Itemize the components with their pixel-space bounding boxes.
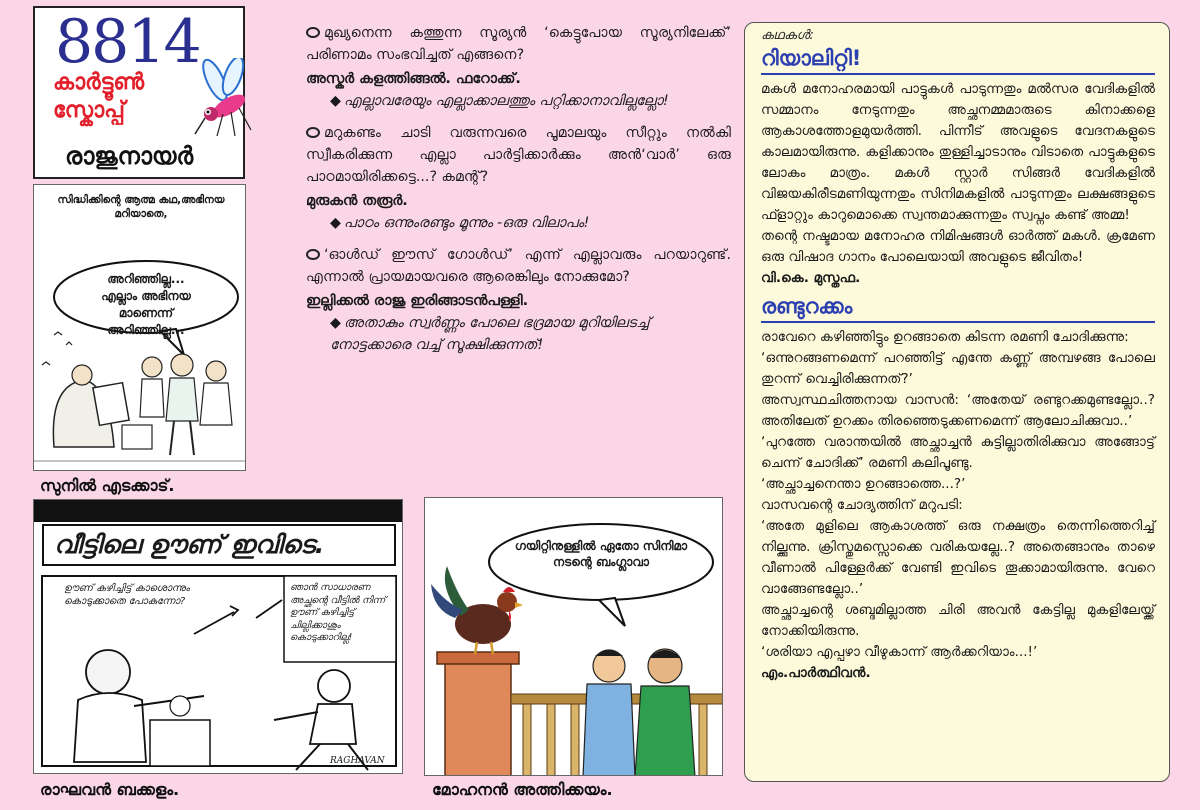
qa-answer [306, 212, 731, 234]
qa-answer-text: അതാകും സ്വർണ്ണം പോലെ ഭദ്രമായ മുറിയിലടച്ച് നോട്ടക്കാരെ വച്ച് സൂക്ഷിക്കുന്നത്! [330, 315, 650, 353]
qa-question [306, 122, 731, 188]
stories-kicker: കഥകൾ: [761, 28, 814, 43]
story-2-paragraph: രാവേറെ കഴിഞ്ഞിട്ടും ഉറങ്ങാതെ കിടന്ന രമണി ചോദിക്കുന്നു: [761, 329, 1129, 345]
story-2-paragraph: ‘അച്ഛാച്ചനെന്താ ഉറങ്ങാത്തെ...?’ [761, 476, 966, 492]
story-2-paragraph: ‘പുറത്തേ വരാന്തയിൽ അച്ഛാച്ചൻ കുട്ടില്ലാതിരിക്കുവാ അങ്ങോട്ട് ചെന്ന് ചോദിക്ക്’ രമണി കലിപൂണ്ടു. [761, 434, 1155, 471]
story-2-byline: എം.പാർത്ഥിവൻ. [761, 665, 871, 681]
column-title-line1: കാർട്ടൂൺ [53, 70, 145, 95]
story-2-title: രണ്ടുറക്കം [761, 294, 853, 318]
qa-answer-text: എല്ലാവരേയും എല്ലാക്കാലത്തും പറ്റിക്കാനാവില്ലല്ലോ! [343, 93, 669, 109]
masthead [33, 6, 245, 179]
cartoon-2-owner-speech: ഊണ് കഴിച്ചിട്ട് കാശൊന്നും കൊടുക്കാതെ പോകുന്നോ? [64, 583, 190, 607]
cartoon-3-speech: ഗയിറ്റിനുള്ളിൽ ഏതോ സിനിമാ നടന്റെ ബംഗ്ലാവാ [514, 539, 688, 569]
story-2-paragraph: ‘അതേ മുളിലെ ആകാശത്ത് ഒരു നക്ഷത്രം തെന്നിത്തെറിച്ച് നില്ക്കുന്നു. ക്രിസ്തുമസ്സൊക്കെ വരികയല്ലേ..? അതെങ്ങാനും താഴെ വീണാൽ പിള്ളേർക്ക് വേണ്ടി ഇവിടെ തൂക്കാമായിരുന്നു. വേറെ വാങ്ങേണ്ടല്ലോ..’ [761, 518, 1155, 597]
qa-item [306, 22, 731, 112]
qa-answer [306, 90, 731, 112]
qa-item [306, 244, 731, 356]
cartoon-1-credit: സുനിൽ എടക്കാട്. [40, 476, 175, 495]
qa-asker: മുരുകൻ തരൂർ. [306, 193, 408, 209]
cartoon-3 [424, 497, 723, 776]
qa-question-text: മുഖ്യനെന്ന കത്തുന്ന സൂര്യൻ ‘കെട്ടുപോയ സൂര്യനിലേക്ക്’ പരിണാമം സംഭവിച്ചത് എങ്ങനെ? [306, 25, 731, 63]
qa-column [306, 22, 731, 366]
cartoon-2-signature: RAGHAVAN [330, 756, 385, 766]
story-2-paragraph: വാസവന്റെ ചോദ്യത്തിന് മറുപടി: [761, 497, 963, 513]
story-1-title: റിയാലിറ്റി! [761, 46, 862, 70]
cartoon-2-credit: രാഘവൻ ബക്കളം. [40, 780, 180, 799]
cartoon-2 [33, 499, 403, 774]
column-author: രാജുനായർ [65, 142, 194, 170]
story-2-paragraph: ‘ശരിയാ എപ്പഴാ വീഴുകാന്ന് ആർക്കറിയാം...!’ [761, 644, 1038, 660]
qa-answer [306, 312, 731, 356]
qa-question [306, 244, 731, 288]
story-1-byline: വി.കെ. മുസ്തഫ. [761, 270, 861, 286]
story-2-paragraph: അസ്വസ്ഥചിത്തനായ വാസൻ: ‘അതേയ് രണ്ടുറക്കമുണ്ടല്ലോ..? അതിലേത് ഉറക്കം തിരഞ്ഞെടുക്കണമെന്ന് ആലോചിക്കുവാ..’ [761, 392, 1155, 429]
story-2-paragraph: ‘ഒന്നുറങ്ങണമെന്ന് പറഞ്ഞിട്ട് എന്തേ കണ്ണ് അമ്പഴങ്ങ പോലെ തുറന്ന് വെച്ചിരിക്കുന്നത്?’ [761, 350, 1155, 387]
column-number: 8814 [55, 7, 200, 77]
circle-bullet-icon [306, 249, 320, 260]
diamond-bullet-icon: ◆ [330, 93, 341, 109]
qa-asker: ഇല്ലിക്കൽ രാജു ഇരിങ്ങാടൻപള്ളി. [306, 293, 529, 309]
qa-question-text: മറുകണ്ടം ചാടി വരുന്നവരെ പൂമാലയും സീറ്റും നൽകി സ്വീകരിക്കുന്ന എല്ലാ പാർട്ടിക്കാർക്കും അൻ‘വാർ’ ഒരു പാഠമായിരിക്കട്ടെ...? കമന്റ്? [306, 125, 731, 185]
diamond-bullet-icon: ◆ [330, 215, 341, 231]
cartoon-2-customer-speech: ഞാൻ സാധാരണ അച്ഛന്റെ വീട്ടിൽ നിന്ന് ഊണ് കഴിച്ചിട്ട് ചില്ലിക്കാശും കൊടുക്കാറില്ല! [290, 582, 386, 643]
cartoon-3-credit: മോഹനൻ അത്തിക്കയം. [432, 780, 613, 799]
column-title-line2: സ്കോപ്പ് [53, 98, 125, 123]
story-1-paragraph: തന്റെ നഷ്ടമായ മനോഹര നിമിഷങ്ങൾ ഓർത്ത് മകൾ. ക്രമേണ ഒരു വിഷാദ ഗാനം പോലെയായി അവളുടെ ജീവിതം! [761, 228, 1155, 265]
qa-question-text: ‘ഓൾഡ് ഈസ് ഗോൾഡ്’ എന്ന് എല്ലാവരും പറയാറുണ്ട്. എന്നാൽ പ്രായമായവരെ ആരെങ്കിലും നോക്കുമോ? [306, 247, 731, 285]
diamond-bullet-icon: ◆ [330, 315, 341, 331]
circle-bullet-icon [306, 127, 320, 138]
cartoon-1-speech: അറിഞ്ഞില്ല... എല്ലാം അഭിനയ മാണെന്ന് അറിഞ്ഞില്ല... [101, 272, 191, 337]
circle-bullet-icon [306, 27, 320, 38]
story-2-divider [761, 321, 1155, 323]
qa-item [306, 122, 731, 234]
cartoon-1 [33, 184, 246, 471]
qa-question [306, 22, 731, 66]
story-1-paragraph: മകൾ മനോഹരമായി പാട്ടുകൾ പാടുന്നതും മൽസര വേദികളിൽ സമ്മാനം നേടുന്നതും അച്ഛനമ്മമാരുടെ കിനാക്കളെ ആകാശത്തോളമുയർത്തി. പിന്നീട് അവളുടെ വേദനകളുടെ കാലമായിരുന്നു. കളിക്കാനും തുള്ളിച്ചാടാനും വിടാതെ പാട്ടുകളുടെ ലോകം മാത്രം. മകൾ സ്റ്റാർ സിങ്ങർ വേദികളിൽ വിജയകിരീടമണിയുന്നതും സിനിമകളിൽ പാടുന്നതും ലക്ഷങ്ങളുടെ ഫ്ളാറ്റും കാറുമൊക്കെ സ്വന്തമാക്കുന്നതും സ്വപ്നം കണ്ട് അമ്മ! [761, 81, 1155, 223]
mosquito-icon [193, 58, 255, 138]
cartoon-1-caption: സിദ്ധിക്കിന്റെ ആത്മ കഥ,അഭിനയ മറിയാതെ, [57, 194, 225, 220]
cartoon-2-signboard: വീട്ടിലെ ഊണ് ഇവിടെ. [42, 524, 396, 566]
story-2-paragraph: അച്ഛാച്ചന്റെ ശബ്ദമില്ലാത്ത ചിരി അവൻ കേട്ടില്ല മുകളിലേയ്ക്ക് നോക്കിയിരുന്നു. [761, 602, 1155, 639]
qa-answer-text: പാഠം ഒന്നുംരണ്ടും മൂന്നും -ഒരു വിലാപം! [343, 215, 590, 231]
qa-asker: അസ്കർ കളത്തിങ്ങൽ. ഫറോക്ക്. [306, 71, 521, 87]
story-1-divider [761, 73, 1155, 75]
stories-panel [744, 22, 1170, 782]
